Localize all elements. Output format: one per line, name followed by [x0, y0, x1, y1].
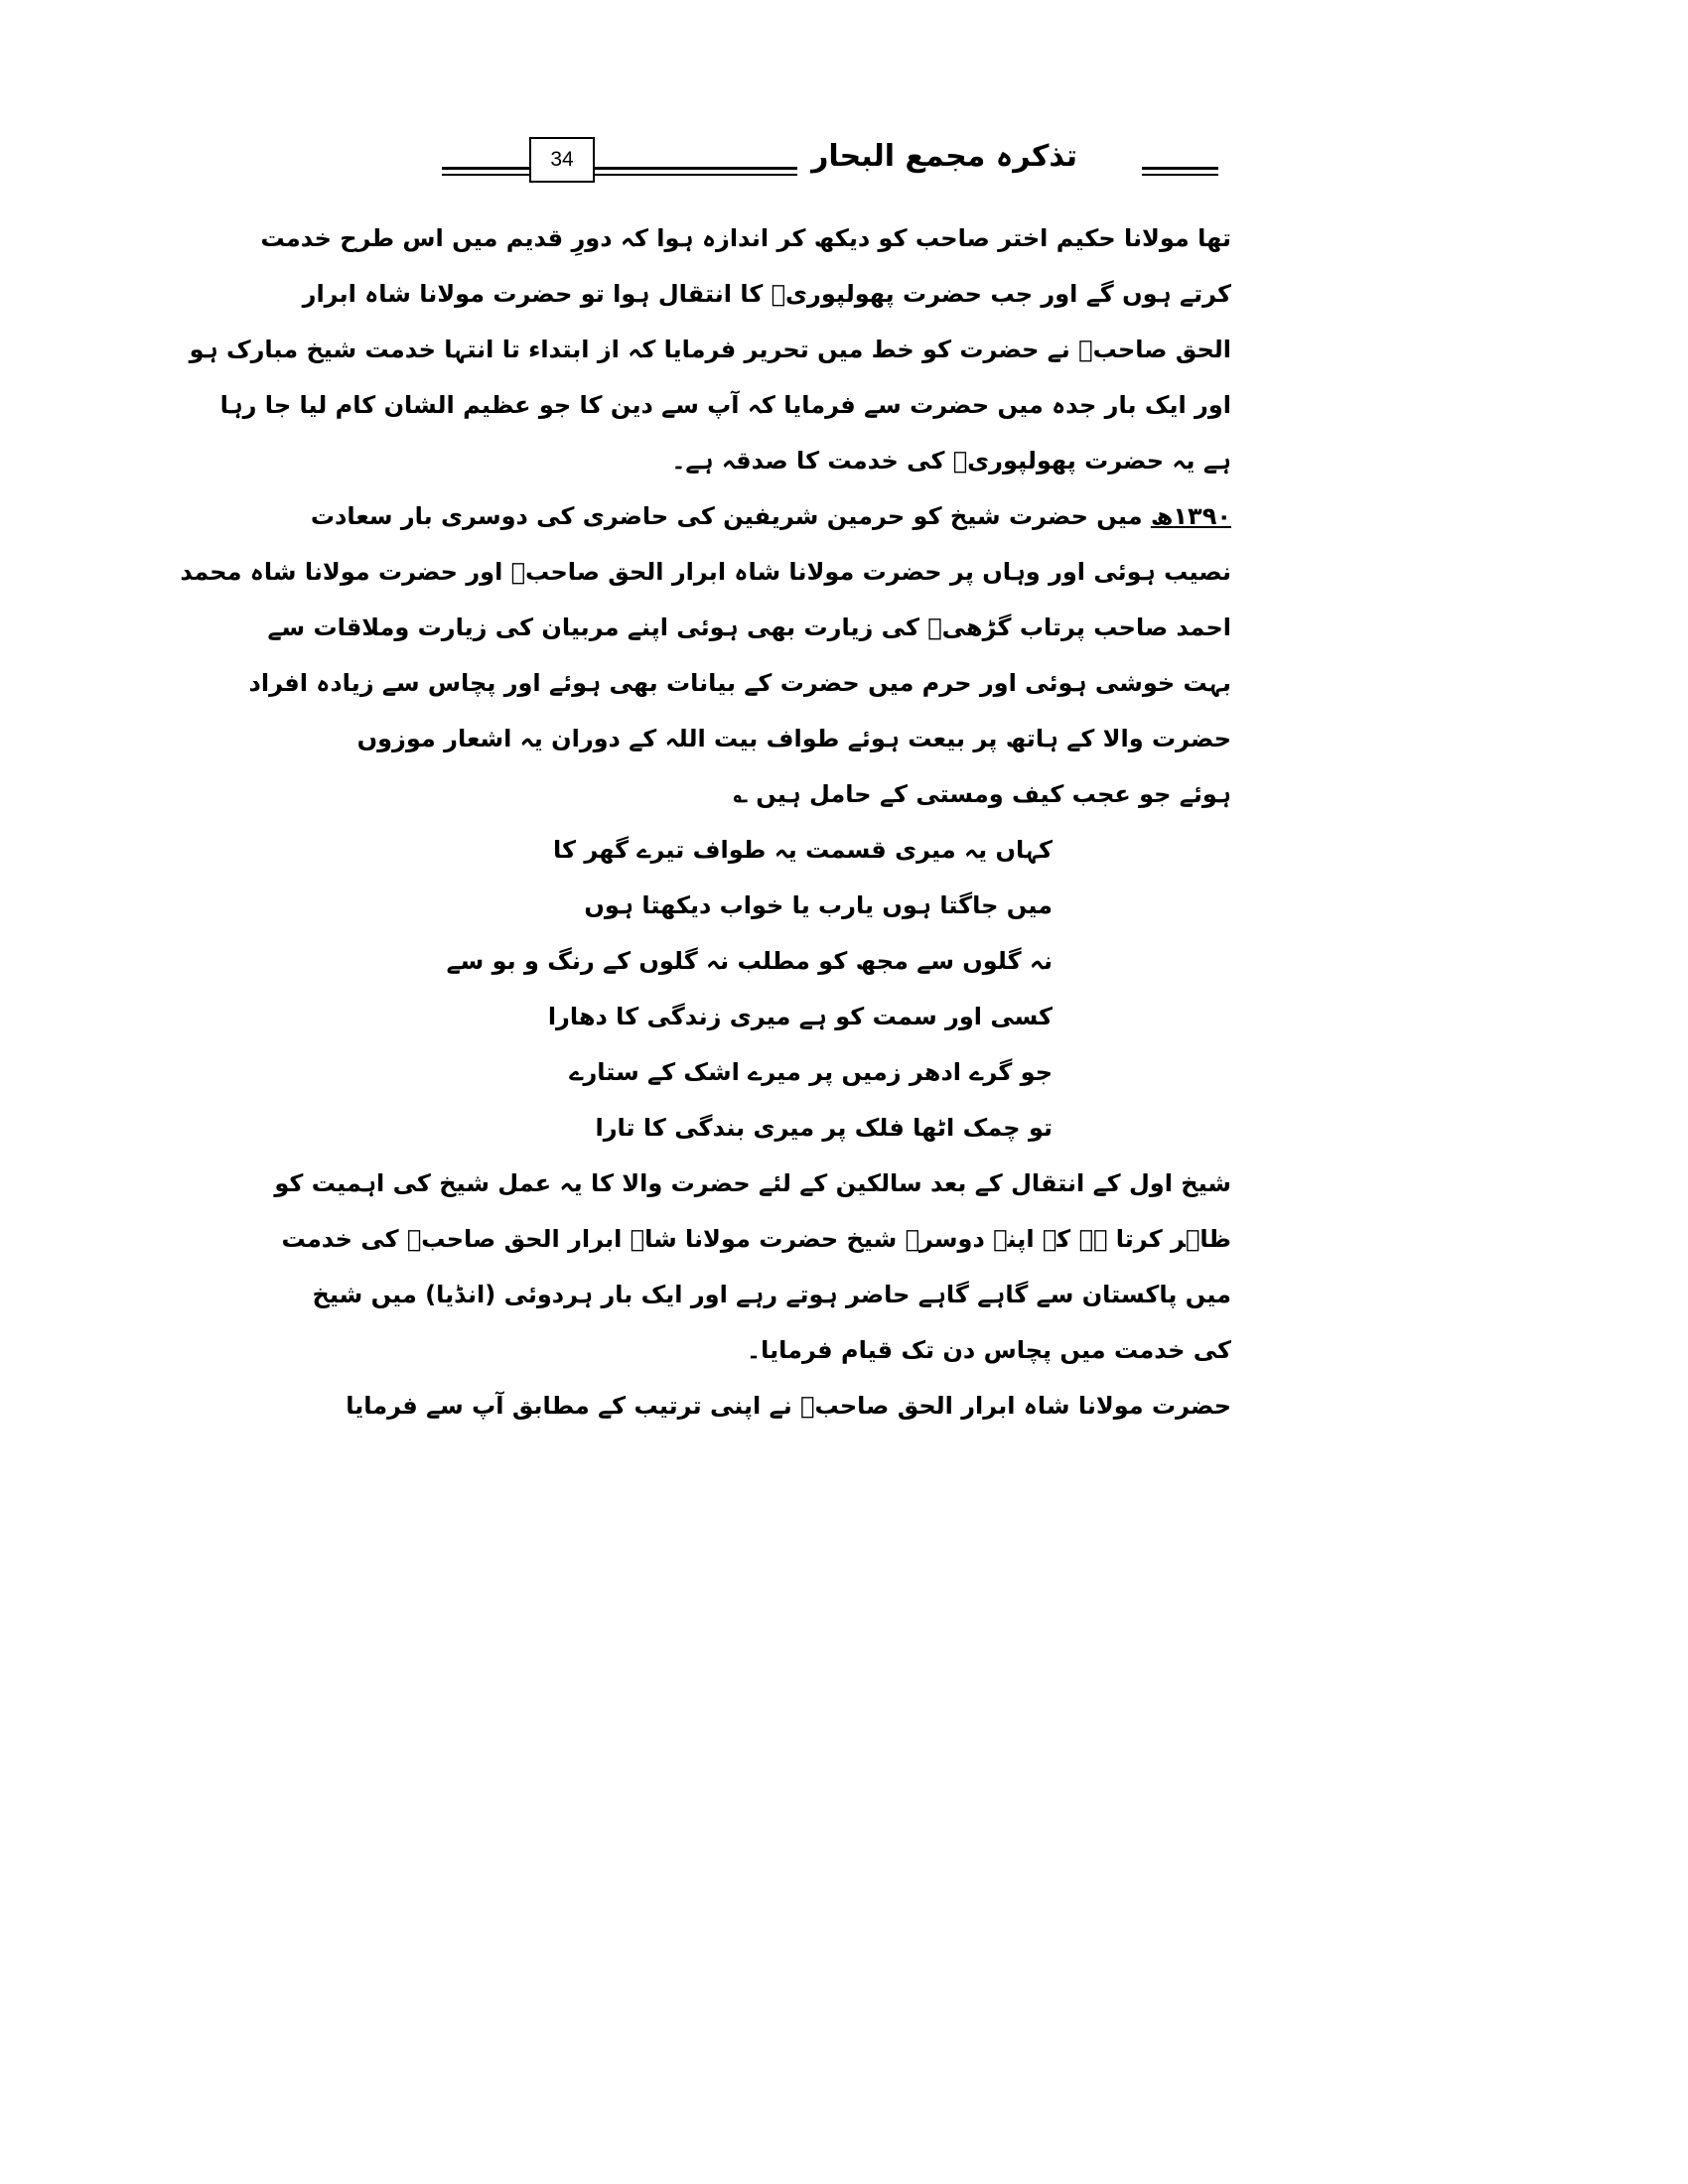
- poem-verse-4: کسی اور سمت کو ہے میری زندگی کا دھارا: [547, 1003, 1053, 1030]
- paragraph4-line-1: حضرت مولانا شاہ ابرار الحق صاحبؒ نے اپنی ترتیب کے مطابق آپ سے فرمایا: [346, 1392, 1231, 1420]
- paragraph1-line-5: ہے یہ حضرت پھولپوریؒ کی خدمت کا صدقہ ہے۔: [671, 447, 1231, 475]
- paragraph2-line-4: بہت خوشی ہوئی اور حرم میں حضرت کے بیانات بھی ہوئے اور پچاس سے زیادہ افراد: [248, 669, 1231, 697]
- paragraph3-line-1: شیخ اول کے انتقال کے بعد سالکین کے لئے حضرت والا کا یہ عمل شیخ کی اہمیت کو: [274, 1169, 1231, 1197]
- poem-verse-5: جو گرے ادھر زمیں پر میرے اشک کے ستارے: [569, 1058, 1053, 1086]
- header-rule-middle-top: [593, 167, 797, 170]
- header-rule-left-bottom: [442, 174, 529, 176]
- poem-verse-1: کہاں یہ میری قسمت یہ طواف تیرے گھر کا: [553, 836, 1053, 864]
- body-text: [180, 210, 1231, 1433]
- paragraph3-line-2: ظاہر کرتا ہے کہ اپنے دوسرے شیخ حضرت مولانا شاہ ابرار الحق صاحبؒ کی خدمت: [281, 1225, 1231, 1253]
- paragraph1-line-2: کرتے ہوں گے اور جب حضرت پھولپوریؒ کا انتقال ہوا تو حضرت مولانا شاہ ابرار: [302, 280, 1231, 308]
- paragraph2-line-5: حضرت والا کے ہاتھ پر بیعت ہوئے طواف بیت اللہ کے دوران یہ اشعار موزوں: [356, 725, 1231, 752]
- header-rule-left-top: [442, 167, 529, 170]
- paragraph2-line-1: [310, 488, 1231, 544]
- year-heading: ۱۳۹۰ھ: [1150, 502, 1231, 530]
- paragraph1-line-1: تھا مولانا حکیم اختر صاحب کو دیکھ کر اندازہ ہوا کہ دورِ قدیم میں اس طرح خدمت: [260, 224, 1231, 252]
- book-title: تذکرہ مجمع البحار: [811, 139, 1077, 174]
- poem-verse-3: نہ گلوں سے مجھ کو مطلب نہ گلوں کے رنگ و بو سے: [446, 947, 1053, 975]
- poem-verse-6: تو چمک اٹھا فلک پر میری بندگی کا تارا: [595, 1114, 1053, 1142]
- paragraph2-line-3: احمد صاحب پرتاب گڑھیؒ کی زیارت بھی ہوئی اپنے مربیان کی زیارت وملاقات سے: [267, 614, 1231, 641]
- page-header: [442, 137, 1236, 187]
- paragraph3-line-4: کی خدمت میں پچاس دن تک قیام فرمایا۔: [747, 1336, 1231, 1364]
- paragraph3-line-3: میں پاکستان سے گاہے گاہے حاضر ہوتے رہے اور ایک بار ہردوئی (انڈیا) میں شیخ: [312, 1281, 1231, 1308]
- page-number: 34: [529, 137, 595, 183]
- paragraph2-line-1-text: میں حضرت شیخ کو حرمین شریفین کی حاضری کی دوسری بار سعادت: [310, 502, 1151, 530]
- paragraph2-line-6: ہوئے جو عجب کیف ومستی کے حامل ہیں ؎: [733, 780, 1231, 808]
- header-rule-right-bottom: [1142, 174, 1218, 176]
- paragraph2-line-2: نصیب ہوئی اور وہاں پر حضرت مولانا شاہ ابرار الحق صاحبؒ اور حضرت مولانا شاہ محمد: [180, 558, 1231, 586]
- paragraph1-line-3: الحق صاحبؒ نے حضرت کو خط میں تحریر فرمایا کہ از ابتداء تا انتہا خدمت شیخ مبارک ہو: [189, 336, 1231, 363]
- poem-verse-2: میں جاگتا ہوں یارب یا خواب دیکھتا ہوں: [584, 891, 1053, 919]
- header-rule-middle-bottom: [593, 174, 797, 176]
- paragraph1-line-4: اور ایک بار جدہ میں حضرت سے فرمایا کہ آپ سے دین کا جو عظیم الشان کام لیا جا رہا: [219, 391, 1231, 419]
- poem: [437, 822, 1231, 1156]
- header-rule-right-top: [1142, 167, 1218, 170]
